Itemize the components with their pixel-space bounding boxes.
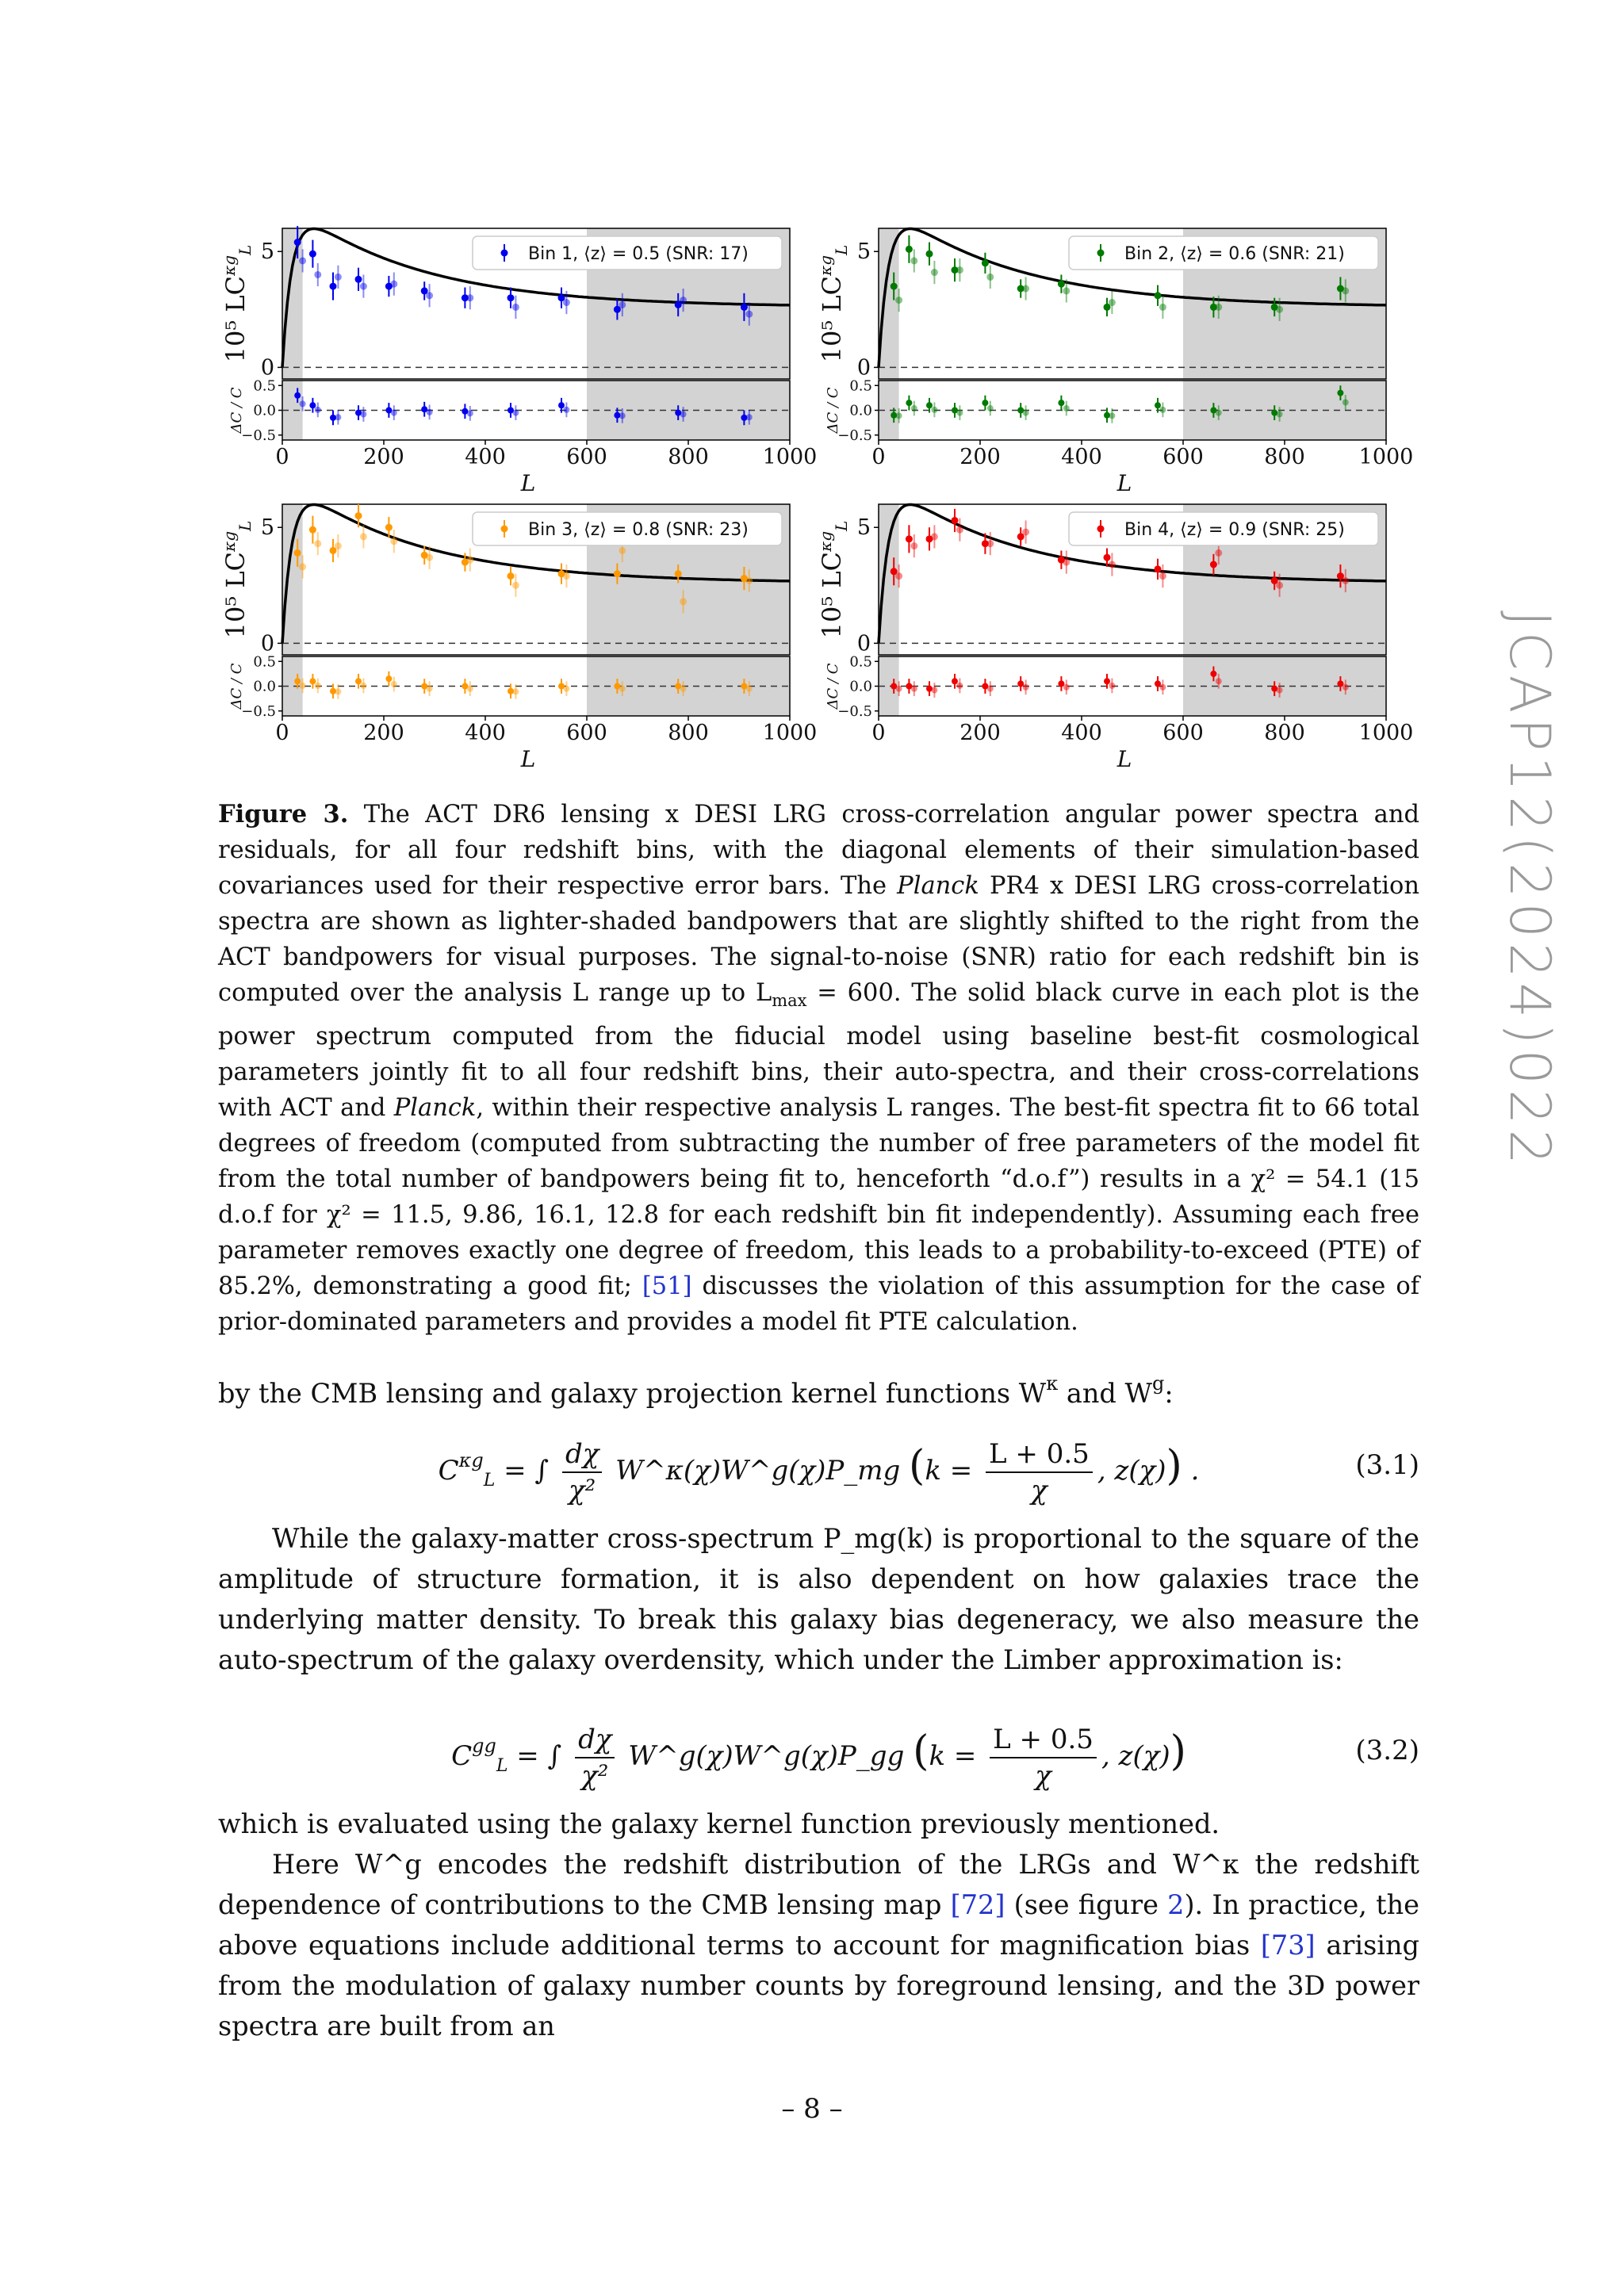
x-tick-label: 400: [1061, 721, 1102, 745]
shaded-region: [879, 504, 899, 655]
data-point: [1276, 582, 1283, 589]
residual-point: [746, 686, 753, 692]
x-axis-label: L: [520, 746, 536, 772]
eq-integral: = ∫: [516, 1740, 562, 1772]
chart-panel-4: [816, 504, 1413, 772]
residual-point: [1342, 684, 1349, 691]
caption-text: PR4 x DESI LRG cross-correlation spectra are shown as lighter-shaded bandpowers that are slightly shifted to the right from the ACT bandpowers for visual purposes. The signal-to-noise (SNR) ratio for each redshift bin is computed over the analysis L range up to L: [218, 872, 1419, 1007]
x-axis-label: L: [1116, 746, 1132, 772]
caption-planck: Planck: [393, 1094, 477, 1123]
y-label-sup: κg: [816, 254, 835, 276]
data-point: [1063, 287, 1070, 294]
eq-paren: (: [913, 1728, 929, 1775]
eq-num: L + 0.5: [990, 1722, 1097, 1758]
x-tick-label: 800: [1264, 721, 1305, 745]
data-point: [986, 274, 994, 281]
y-tick-label: 0.0: [849, 678, 872, 695]
residual-point: [896, 412, 902, 419]
data-point: [294, 239, 301, 246]
x-tick-label: 200: [959, 445, 1001, 469]
data-point: [910, 257, 917, 264]
eq-tail: , z(χ): [1097, 1455, 1166, 1487]
data-point: [1104, 554, 1111, 561]
residual-point: [1277, 687, 1283, 694]
x-tick-label: 1000: [1358, 721, 1414, 745]
y-tick-label: 0: [856, 355, 871, 381]
x-tick-label: 400: [1061, 445, 1102, 469]
eq-tail: , z(χ): [1101, 1740, 1170, 1772]
data-point: [1155, 565, 1162, 572]
eq-body: W^κ(χ)W^g(χ)P_mg: [615, 1455, 901, 1487]
data-point: [1058, 281, 1065, 288]
x-tick-label: 200: [363, 445, 404, 469]
y-tick-label: 0.5: [253, 377, 276, 395]
eq-fraction: [990, 1722, 1097, 1793]
eq-sup: κg: [458, 1449, 484, 1471]
x-axis-label: L: [1116, 470, 1132, 496]
residual-point: [911, 686, 917, 692]
eq-den: χ: [1031, 1475, 1048, 1506]
residual-point: [335, 688, 341, 695]
y-axis-label: 10⁵ $LC^{\kappa g}_L$: [816, 520, 851, 639]
caption-label: Figure 3.: [218, 800, 349, 828]
data-point: [390, 281, 397, 288]
residual-point: [309, 402, 316, 408]
residual-point: [1159, 407, 1166, 413]
x-tick-label: 800: [668, 721, 709, 745]
x-tick-label: 600: [1162, 721, 1204, 745]
residual-point: [926, 402, 933, 408]
eq-sub: L: [483, 1470, 496, 1490]
data-point: [355, 276, 362, 283]
data-point: [390, 538, 397, 545]
residual-point: [467, 410, 473, 416]
data-point: [745, 311, 753, 318]
y-tick-label: 0.0: [253, 678, 276, 695]
residual-point: [1216, 410, 1222, 416]
equation-number: (3.1): [1355, 1449, 1419, 1481]
shaded-region: [879, 228, 899, 379]
data-point: [1159, 572, 1166, 580]
residual-point: [1058, 400, 1064, 406]
y-label-sub: L: [236, 520, 255, 531]
figure-3: [216, 214, 1427, 785]
residual-point: [619, 686, 626, 692]
residual-point: [309, 678, 316, 684]
residual-point: [1210, 671, 1216, 677]
chart-panel-2: [816, 228, 1413, 496]
x-tick-label: 800: [1264, 445, 1305, 469]
residual-point: [315, 407, 321, 413]
figure-caption: [218, 797, 1419, 1340]
data-point: [426, 554, 433, 561]
residual-point: [1159, 684, 1166, 691]
data-point: [1155, 292, 1162, 299]
legend-label: Bin 2, ⟨z⟩ = 0.6 (SNR: 21): [1124, 244, 1345, 264]
y-tick-label: 5: [260, 239, 274, 265]
data-point: [895, 297, 902, 304]
residual-point: [931, 407, 937, 413]
y-axis-label: 10⁵ $LC^{\kappa g}_L$: [220, 520, 255, 639]
data-point: [906, 535, 913, 542]
data-point: [1022, 529, 1029, 536]
x-tick-label: 800: [668, 445, 709, 469]
y-label-sub: L: [236, 244, 255, 255]
residual-point: [360, 411, 366, 418]
equation-body: $C^{\kappa g}_L$ = ∫ $\frac{d\chi}{\text{χ²}}$ W^κ(χ)W^g(χ)P_mg (k = $\frac{L + 0.5}{\chi}$ , z(χ)) .: [438, 1438, 1200, 1506]
body-text: Here W^g encodes the redshift distribution of the LRGs and W^κ the redshift dependence of contributions to the CMB lensing map: [218, 1849, 1419, 1920]
body-text: arising from the modulation of galaxy number counts by foreground lensing, and the 3D power spectra are built from an: [218, 1930, 1419, 2042]
residual-point: [1023, 684, 1029, 691]
residual-point: [300, 683, 306, 689]
x-tick-label: 600: [1162, 445, 1204, 469]
data-point: [466, 557, 473, 564]
data-point: [508, 572, 515, 580]
caption-lmax: max: [772, 991, 807, 1011]
data-point: [1276, 306, 1283, 313]
body-paragraph: which is evaluated using the galaxy kernel function previously mentioned.: [218, 1808, 1220, 1839]
data-point: [745, 577, 753, 584]
data-point: [563, 572, 570, 580]
data-point: [512, 304, 519, 311]
residual-y-axis-label: ΔC / C: [825, 387, 841, 434]
x-tick-label: 200: [959, 721, 1001, 745]
data-point: [330, 283, 337, 290]
data-point: [309, 526, 316, 534]
residual-point: [391, 681, 397, 687]
x-tick-label: 600: [566, 445, 607, 469]
x-tick-label: 0: [871, 721, 886, 745]
y-tick-label: 0: [260, 355, 274, 381]
sidebar-text: JCAP12(2024)022: [1497, 610, 1562, 1170]
body-text: by the CMB lensing and galaxy projection kernel functions W: [218, 1378, 1047, 1409]
legend-marker: [501, 526, 508, 533]
residual-point: [563, 407, 569, 413]
data-point: [619, 301, 626, 308]
residual-point: [896, 686, 902, 692]
y-label-sup: κg: [816, 530, 835, 552]
caption-planck: Planck: [897, 872, 979, 900]
residual-point: [391, 410, 397, 416]
residual-point: [335, 414, 341, 420]
data-point: [891, 283, 898, 290]
data-point: [508, 294, 515, 301]
data-point: [986, 540, 994, 547]
y-tick-label: 5: [260, 515, 274, 541]
citation-link[interactable]: [51]: [642, 1272, 692, 1301]
data-point: [675, 570, 682, 577]
data-point: [299, 563, 306, 570]
body-paragraph: [218, 1364, 1419, 1414]
eq-paren: ): [1166, 1442, 1182, 1490]
data-point: [335, 542, 342, 549]
residual-point: [360, 683, 366, 689]
y-tick-label: 0.5: [849, 653, 872, 671]
eq-paren: (: [909, 1442, 925, 1490]
eq-den: χ: [1035, 1760, 1051, 1792]
data-point: [1342, 577, 1349, 584]
data-point: [956, 526, 963, 534]
legend-label: Bin 3, ⟨z⟩ = 0.8 (SNR: 23): [528, 520, 749, 540]
equation-body: [218, 1722, 1419, 1793]
y-tick-label: 5: [856, 515, 871, 541]
data-point: [926, 251, 933, 258]
data-point: [680, 297, 687, 304]
journal-sidebar-label: [1499, 610, 1562, 1356]
x-tick-label: 0: [275, 721, 289, 745]
x-tick-label: 0: [871, 445, 886, 469]
residual-point: [619, 412, 626, 419]
residual-y-axis-label: ΔC / C: [228, 387, 245, 434]
y-tick-label: −0.5: [837, 702, 872, 720]
residual-y-axis-label: ΔC / C: [825, 663, 841, 710]
shaded-region: [282, 228, 303, 379]
data-point: [466, 294, 473, 301]
data-point: [314, 271, 321, 278]
eq-den: χ²: [569, 1475, 596, 1506]
residual-point: [680, 411, 687, 418]
data-point: [355, 512, 362, 519]
data-point: [895, 572, 902, 580]
residual-point: [294, 392, 301, 399]
data-point: [982, 259, 989, 266]
body-paragraph: While the galaxy-matter cross-spectrum P_mg(k) is proportional to the square of the amplitude of structure formation, it is also dependent on how galaxies trace the underlying matter density. To break this galaxy bias degeneracy, we also measure the auto-spectrum of the galaxy overdensity, which under the Limber approximation is:: [218, 1523, 1419, 1675]
body-text: ). In practice, the above equations include additional terms to account for magnification bias: [218, 1889, 1419, 1961]
shaded-region: [282, 504, 303, 655]
eq-fraction: [562, 1437, 602, 1508]
eq-sub: L: [496, 1755, 508, 1776]
data-point: [619, 547, 626, 554]
data-point: [1063, 559, 1070, 566]
residual-point: [906, 400, 912, 406]
body-sup: g: [1151, 1372, 1165, 1395]
residual-point: [1277, 411, 1283, 418]
residual-point: [911, 405, 917, 411]
residual-point: [558, 402, 565, 408]
residual-point: [982, 400, 988, 406]
data-point: [426, 292, 433, 299]
legend-label: Bin 1, ⟨z⟩ = 0.5 (SNR: 17): [528, 244, 749, 264]
eq-k: k =: [929, 1740, 977, 1772]
data-point: [309, 251, 316, 258]
residual-point: [1104, 678, 1110, 684]
data-point: [910, 542, 917, 549]
data-point: [931, 269, 938, 276]
legend-marker: [501, 250, 508, 257]
residual-point: [512, 688, 519, 695]
caption-text: discusses the violation of this assumption for the case of prior-dominated parameters and provides a model fit PTE calculation.: [218, 1272, 1419, 1337]
caption-text: = 600. The solid black curve in each plot is the power spectrum computed from the fiducial model using baseline best-fit cosmological parameters jointly fit to all four redshift bins, their auto-spectra, and their cross-correlations with ACT and: [218, 979, 1419, 1123]
data-point: [680, 598, 687, 605]
y-label-sub: L: [832, 520, 851, 531]
x-tick-label: 400: [465, 445, 506, 469]
residual-point: [680, 686, 687, 692]
citation-link[interactable]: [72]: [950, 1889, 1005, 1920]
residual-point: [1216, 678, 1222, 684]
eq-den: χ²: [581, 1760, 609, 1792]
data-point: [1215, 304, 1222, 311]
y-tick-label: 0: [260, 631, 274, 656]
chart-panel-1: [220, 226, 817, 496]
x-tick-label: 1000: [1358, 445, 1414, 469]
residual-point: [956, 410, 963, 416]
residual-point: [1337, 390, 1343, 396]
x-tick-label: 0: [275, 445, 289, 469]
caption-text: , within their respective analysis L ranges. The best-fit spectra fit to 66 total degrees of freedom (computed from subtracting the number of free parameters of the model fit from the total number of bandpowers being fit to, henceforth “d.o.f”) results in a χ² = 54.1 (15 d.o.f for χ² = 11.5, 9.86, 16.1, 12.8 for each redshift bin fit independently). Assuming each free parameter removes exactly one degree of freedom, this leads to a probability-to-exceed (PTE) of 85.2%, demonstrating a good fit;: [218, 1094, 1420, 1301]
eq-k: k =: [925, 1455, 973, 1487]
residual-point: [746, 414, 753, 420]
body-text: :: [1164, 1378, 1174, 1409]
residual-point: [427, 686, 433, 692]
residual-point: [300, 400, 306, 407]
y-axis-label: 10⁵ $LC^{\kappa g}_L$: [816, 244, 851, 363]
legend-marker: [1097, 250, 1105, 257]
y-tick-label: 5: [856, 239, 871, 265]
x-tick-label: 1000: [762, 721, 818, 745]
residual-point: [1023, 410, 1029, 416]
eq-num: L + 0.5: [986, 1437, 1093, 1473]
x-tick-label: 600: [566, 721, 607, 745]
residual-point: [294, 678, 301, 684]
y-label-sub: L: [832, 244, 851, 255]
residual-point: [1063, 405, 1070, 411]
y-label-sup: κg: [220, 530, 239, 552]
y-tick-label: 0: [856, 631, 871, 656]
residual-point: [952, 678, 958, 684]
data-point: [385, 524, 393, 531]
chart-panel-3: [220, 504, 817, 772]
data-point: [360, 283, 367, 290]
body-text: (see figure: [1005, 1889, 1168, 1920]
residual-point: [355, 678, 362, 684]
y-tick-label: 0.0: [253, 402, 276, 419]
data-point: [335, 274, 342, 281]
data-point: [314, 540, 321, 547]
equation-3-2: [218, 1705, 1419, 1792]
page-number: – 8 –: [781, 2093, 843, 2125]
eq-sup: gg: [472, 1735, 496, 1757]
residual-point: [1109, 412, 1115, 419]
x-tick-label: 1000: [762, 445, 818, 469]
eq-lhs: C: [451, 1740, 473, 1772]
body-paragraph: [218, 1844, 1419, 2046]
data-point: [1215, 549, 1222, 557]
residual-point: [427, 409, 433, 415]
residual-point: [1063, 684, 1070, 691]
residual-point: [315, 683, 321, 689]
eq-fraction: [986, 1437, 1093, 1508]
body-sup: κ: [1046, 1372, 1059, 1395]
eq-num: dχ: [562, 1437, 602, 1473]
eq-integral: = ∫: [504, 1455, 550, 1487]
x-axis-label: L: [520, 470, 536, 496]
y-tick-label: 0.0: [849, 402, 872, 419]
residual-point: [563, 686, 569, 692]
data-point: [1022, 285, 1029, 293]
legend-marker: [1097, 526, 1105, 533]
residual-y-axis-label: ΔC / C: [228, 663, 245, 710]
figure-3-plots: [216, 214, 1427, 785]
data-point: [906, 246, 913, 253]
figure-link[interactable]: 2: [1167, 1889, 1185, 1920]
data-point: [1342, 287, 1349, 294]
y-label-sup: κg: [220, 254, 239, 276]
data-point: [299, 257, 306, 264]
y-tick-label: −0.5: [241, 702, 276, 720]
data-point: [563, 299, 570, 306]
residual-point: [1109, 683, 1115, 689]
residual-point: [512, 410, 519, 416]
data-point: [1210, 561, 1217, 568]
y-axis-label: 10⁵ $LC^{\kappa g}_L$: [220, 244, 255, 363]
residual-point: [385, 675, 392, 682]
equation-number: (3.2): [1355, 1735, 1419, 1766]
eq-body: W^g(χ)W^g(χ)P_gg: [628, 1740, 905, 1772]
legend-label: Bin 4, ⟨z⟩ = 0.9 (SNR: 25): [1124, 520, 1345, 540]
residual-point: [956, 683, 963, 689]
eq-paren: ): [1170, 1728, 1186, 1775]
y-tick-label: −0.5: [837, 427, 872, 444]
y-tick-label: 0.5: [253, 653, 276, 671]
data-point: [931, 533, 938, 540]
residual-point: [987, 405, 994, 411]
data-point: [614, 570, 621, 577]
equation-3-1: [218, 1419, 1419, 1506]
residual-point: [467, 686, 473, 692]
residual-point: [1155, 402, 1161, 408]
data-point: [741, 304, 748, 311]
data-point: [1109, 299, 1116, 306]
data-point: [1109, 561, 1116, 568]
residual-point: [987, 686, 994, 692]
x-tick-label: 400: [465, 721, 506, 745]
data-point: [294, 549, 301, 557]
data-point: [512, 582, 519, 589]
citation-link[interactable]: [73]: [1260, 1930, 1316, 1961]
data-point: [1159, 304, 1166, 311]
eq-fraction: [575, 1722, 615, 1793]
residual-point: [931, 687, 937, 694]
residual-point: [1342, 400, 1349, 406]
eq-num: dχ: [575, 1722, 615, 1758]
y-tick-label: 0.5: [849, 377, 872, 395]
body-text: and W: [1058, 1378, 1152, 1409]
y-tick-label: −0.5: [241, 427, 276, 444]
data-point: [360, 533, 367, 540]
data-point: [952, 517, 959, 524]
data-point: [956, 266, 963, 274]
caption-text: The ACT DR6 lensing x DESI LRG cross-correlation angular power spectra and residuals, for all four redshift bins, with the diagonal elements of their simulation-based covariances used for their respective error bars. The: [218, 801, 1419, 900]
eq-lhs: C: [438, 1455, 459, 1487]
x-tick-label: 200: [363, 721, 404, 745]
